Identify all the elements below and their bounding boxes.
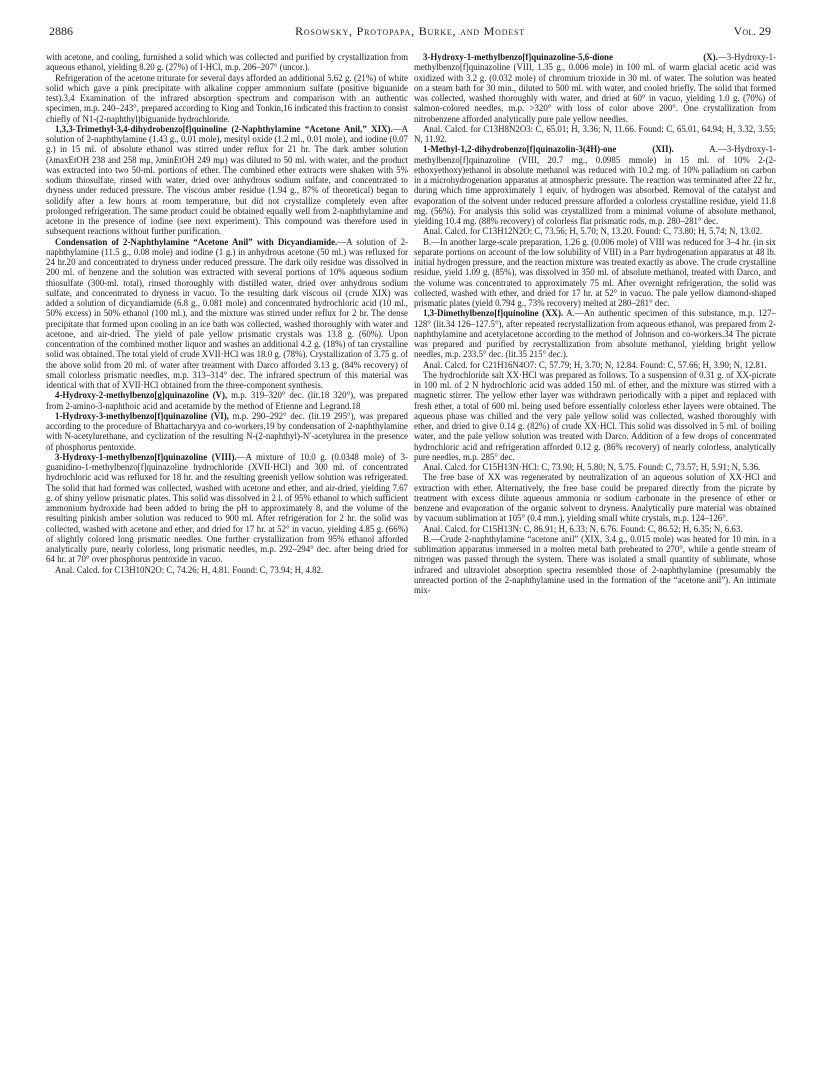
- body-paragraph: [46, 390, 408, 411]
- paragraph-text: —3-Hydroxy-1-methylbenzo[f]quinazoline (VIII, 1.35 g., 0.006 mole) in 100 ml. of warm glacial acetic acid was oxidized with 3.2 g. (0.032 mole) of chromium trioxide in 30 ml. of water. The solution was heated on a steam bath for 30 min., diluted to 500 ml. with water, and cooled briefly. The solid that formed was collected, washed thoroughly with water, and dried at 60° in vacuo, yielding 1.0 g. (70%) of salmon-colored needles, m.p. >320° with loss of color above 200°. One crystallization from nitrobenzene afforded analytically pure pale yellow needles.: [414, 52, 776, 124]
- page-number: 2886: [49, 24, 73, 38]
- right-column: [414, 52, 776, 595]
- body-paragraph: [414, 144, 776, 226]
- analysis-paragraph: [414, 360, 776, 370]
- body-paragraph: [414, 237, 776, 309]
- body-paragraph: [414, 308, 776, 359]
- body-paragraph: [414, 472, 776, 523]
- body-paragraph: [46, 237, 408, 391]
- compound-heading: 1,3,3-Trimethyl-3,4-dihydrobenzo[f]quinoline (2-Naphthylamine “Acetone Anil,” XIX).: [55, 123, 393, 134]
- paragraph-text: —A solution of 2-naphthylamine (1.43 g., 0.01 mole), mesityl oxide (1.2 ml., 0.01 mole), and iodine (0.07 g.) in 15 ml. of absolute ethanol was stirred under reflux for 21 hr. The dark amber solution (λmaxEtOH 238 and 258 mμ, λminEtOH 249 mμ) was diluted to 50 ml. with water, and the product was extracted into two 50-ml. portions of ether. The combined ether extracts were shaken with 5% sodium thiosulfate, rinsed with water, dried over anhydrous sodium sulfate, and concentrated to dryness under reduced pressure. The viscous amber residue (1.94 g., 87% of theoretical) began to solidify after a few hours at room temperature, but did not crystallize completely even after prolonged refrigeration. The same product could be obtained equally well from 2-naphthylamine and acetone in the presence of iodine (see next experiment). This compound was therefore used in subsequent reactions without further purification.: [46, 123, 408, 237]
- paragraph-text: —A solution of 2-naphthylamine (11.5 g., 0.08 mole) and iodine (1 g.) in anhydrous acetone (50 ml.) was refluxed for 24 hr.20 and concentrated to dryness under reduced pressure. The dark oily residue was dissolved in 200 ml. of benzene and the solution was extracted with several portions of 10% aqueous sodium thiosulfate (300-ml. total), rinsed thoroughly with distilled water, dried over anhydrous sodium sulfate, and concentrated to dryness in vacuo. To the resulting dark viscous oil (crude XIX) was added a solution of dicyandiamide (6.8 g., 0.081 mole) and concentrated hydrochloric acid (10 ml., 50% excess) in 50% ethanol (100 ml.), and the mixture was stirred under reflux for 2 hr. The dense precipitate that formed upon cooling in an ice bath was collected, washed thoroughly with water and acetone, and air-dried. The yield of pale yellow prismatic crystals was 13.8 g. (60%). Upon concentration of the combined mother liquor and washes an additional 4.2 g. (18%) of tan crystalline solid was obtained. The total yield of crude XVII·HCl was 18.0 g. (78%). Crystallization of 3.75 g. of the above solid from 20 ml. of water after treatment with Darco afforded 3.13 g. (84% recovery) of small colorless prismatic needles, m.p. 313–314° dec. The infrared spectrum of this material was identical with that of XVII·HCl obtained from the three-component synthesis.: [46, 236, 408, 390]
- paragraph-text: Anal. Calcd. for C15H13N·HCl: C, 73.90; H, 5.80; N, 5.75. Found: C, 73.57; H, 5.91; N, 5.36.: [423, 462, 761, 472]
- body-paragraph: [46, 52, 408, 73]
- paragraph-text: The free base of XX was regenerated by neutralization of an aqueous solution of XX·HCl and extraction with ether. Alternatively, the free base could be prepared directly from the picrate by treatment with excess dilute aqueous ammonia or sodium carbonate in the presence of ether or benzene and evaporation of the organic solvent to dryness. Analytically pure material was obtained by vacuum sublimation at 105° (0.4 mm.), yielding small white crystals, m.p. 124–126°.: [414, 472, 776, 524]
- compound-heading: 4-Hydroxy-2-methylbenzo[g]quinazoline (V),: [55, 390, 228, 401]
- left-column: [46, 52, 408, 575]
- body-paragraph: [46, 411, 408, 452]
- paragraph-text: The hydrochloride salt XX·HCl was prepared as follows. To a suspension of 0.31 g. of XX-picrate in 100 ml. of 2 N hydrochloric acid was added 150 ml. of ether, and the mixture was stirred with a magnetic stirrer. The yellow ether layer was withdrawn periodically with a pipet and replaced with fresh ether, a total of 600 ml. being used before essentially colorless ether layers were obtained. The aqueous phase was chilled and the very pale yellow solid was collected, washed thoroughly with ether, and dried to give 0.14 g. (82%) of crude XX·HCl. This solid was dissolved in 5 ml. of boiling water, and the pale yellow solution was treated with Darco. Addition of a few drops of concentrated hydrochloric acid and refrigeration afforded 0.12 g. (86% recovery) of nearly colorless, analytically pure needles, m.p. 285° dec.: [414, 369, 776, 462]
- paragraph-text: B.—In another large-scale preparation, 1.26 g. (0.006 mole) of VIII was reduced for 3–4 hr. (in six separate portions on account of the low solubility of VIII) in a Parr hydrogenation apparatus at 48 lb. initial hydrogen pressure, and the reaction mixture was treated exactly as above. The crude crystalline residue, yield 1.09 g. (85%), was dissolved in 350 ml. of absolute methanol, treated with Darco, and the volume was concentrated to approximately 75 ml. After overnight refrigeration, the solid was collected, washed with ether, and dried for 17 hr. at 52° in vacuo. The pale yellow diamond-shaped prismatic plates (yield 0.794 g., 73% recovery) melted at 280–281° dec.: [414, 236, 776, 308]
- analysis-paragraph: [414, 524, 776, 534]
- analysis-paragraph: [414, 462, 776, 472]
- body-paragraph: [414, 52, 776, 124]
- paragraph-text: A.—3-Hydroxy-1-methylbenzo[f]quinazoline (VIII, 20.7 mg., 0.0985 mmole) in 15 ml. of 10% 2-(2-ethoxyethoxy)ethanol in absolute methanol was reduced with 10.2 mg. of 10% palladium on carbon in a microhydrogenation apparatus at atmospheric pressure. The reaction was terminated after 22 hr., during which time approximately 1 equiv. of hydrogen was absorbed. Removal of the catalyst and evaporation of the solvent under reduced pressure afforded a colorless crystalline residue, yield 11.8 mg. (56%). For analysis this solid was crystallized from a minimal volume of absolute methanol, yielding 10.4 mg. (88% recovery) of colorless flat prismatic rods, m.p. 280–281° dec.: [414, 144, 776, 226]
- compound-heading: 1,3-Dimethylbenzo[f]quinoline (XX).: [423, 308, 564, 319]
- paragraph-text: Anal. Calcd. for C13H8N2O3: C, 65.01; H, 3.36; N, 11.66. Found: C, 65.01, 64.94; H, 3.32, 3.55; N, 11.92.: [414, 123, 776, 144]
- paragraph-text: m.p. 290–292° dec. (lit.19 295°), was prepared according to the procedure of Bhattacharyya and co-workers,19 by condensation of 2-naphthylamine with N-acetylurethane, and cyclization of the resulting N-(2-naphthyl)-N′-acetylurea in the presence of phosphorus pentoxide.: [46, 410, 408, 452]
- compound-heading: Condensation of 2-Naphthylamine “Acetone Anil” with Dicyandiamide.: [55, 236, 338, 247]
- paragraph-text: B.—Crude 2-naphthylamine “acetone anil” (XIX, 3.4 g., 0.015 mole) was heated for 10 min. in a sublimation apparatus immersed in a molten metal bath preheated to 270°, while a gentle stream of nitrogen was passed through the system. There was isolated a small quantity of sublimate, whose infrared and ultraviolet absorption spectra resembled those of 2-naphthylamine (presumably the unreacted portion of the 2-naphthylamine used in the formation of the “acetone anil”). An intimate mix-: [414, 533, 776, 595]
- paragraph-text: Anal. Calcd. for C13H10N2O: C, 74.26; H, 4.81. Found: C, 73.94; H, 4.82.: [55, 564, 324, 575]
- body-paragraph: [46, 124, 408, 237]
- compound-heading: 1-Hydroxy-3-methylbenzo[f]quinazoline (VI),: [55, 410, 229, 421]
- paragraph-text: Refrigeration of the acetone triturate for several days afforded an additional 5.62 g. (21%) of white solid which gave a pink precipitate with alkaline copper ammonium sulfate (positive biguanide test).3,4 Examination of the infrared absorption spectrum and comparison with an authentic specimen, m.p. 240–243°, prepared according to King and Tonkin,16 indicated this fraction to consist chiefly of N1-(2-naphthyl)biguanide hydrochloride.: [46, 72, 408, 124]
- body-paragraph: [414, 534, 776, 596]
- running-title: Rosowsky, Protopapa, Burke, and Modest: [295, 24, 525, 38]
- paragraph-text: Anal. Calcd. for C21H16N4O7: C, 57.79; H, 3.70; N, 12.84. Found: C, 57.66; H, 3.90; N, 12.81.: [423, 359, 767, 370]
- analysis-paragraph: [414, 226, 776, 236]
- paragraph-text: Anal. Calcd. for C15H13N: C, 86.91; H, 6.33; N, 6.76. Found: C, 86.52; H, 6.35; N, 6.63.: [423, 523, 743, 534]
- compound-heading: 3-Hydroxy-1-methylbenzo[f]quinazoline (VIII).: [55, 451, 237, 462]
- analysis-paragraph: [414, 124, 776, 145]
- body-paragraph: [46, 73, 408, 124]
- paragraph-text: m.p. 319–320° dec. (lit.18 320°), was prepared from 2-amino-3-naphthoic acid and acetamide by the method of Etienne and Legrand.18: [46, 390, 408, 411]
- analysis-paragraph: [46, 565, 408, 575]
- compound-heading: 3-Hydroxy-1-methylbenzo[f]quinazoline-5,6-dione (X).: [423, 52, 718, 62]
- paragraph-text: with acetone, and cooling, furnished a solid which was collected and purified by crystallization from aqueous ethanol, yielding 8.20 g. (27%) of I·HCl, m.p. 206–207° (uncor.).: [46, 52, 408, 73]
- paragraph-text: A.—An authentic specimen of this substance, m.p. 127–128° (lit.34 126–127.5°), after repeated recrystallization from aqueous ethanol, was prepared from 2-naphthylamine and acetylacetone according to the method of Johnson and co-workers.34 The picrate was prepared and purified by recrystallization from absolute methanol, yielding bright yellow needles, m.p. 233.5° dec. (lit.35 215° dec.).: [414, 308, 776, 360]
- volume-label: Vol. 29: [733, 24, 771, 38]
- body-paragraph: [46, 452, 408, 565]
- body-paragraph: [414, 370, 776, 462]
- paragraph-text: Anal. Calcd. for C13H12N2O: C, 73.56; H, 5.70; N, 13.20. Found: C, 73.80; H, 5.74; N, 13.02.: [423, 226, 763, 237]
- paragraph-text: —A mixture of 10.0 g. (0.0348 mole) of 3-guanidino-1-methylbenzo[f]quinazoline hydrochloride (XVII·HCl) and 300 ml. of concentrated hydrochloric acid was refluxed for 18 hr. and the resulting greenish yellow solution was refrigerated. The solid that had formed was collected, washed with acetone and ether, and air-dried, yielding 7.67 g. of shiny yellow prismatic plates. This solid was dissolved in 2 l. of 95% ethanol to which sufficient ammonium hydroxide had been added to bring the pH to approximately 8, and the volume of the resulting pinkish amber solution was reduced to 900 ml. After refrigeration for 2 hr. the solid was collected, washed with acetone and ether, and dried for 17 hr. at 52° in vacuo, yielding 4.85 g. (66%) of slightly colored long prismatic needles. One further crystallization from 95% ethanol afforded analytically pure, nearly colorless, long prismatic needles, m.p. 292–294° dec. after being dried for 64 hr. at 70° over phosphorus pentoxide in vacuo.: [46, 451, 408, 565]
- compound-heading: 1-Methyl-1,2-dihydrobenzo[f]quinazolin-3(4H)-one (XII).: [423, 144, 674, 155]
